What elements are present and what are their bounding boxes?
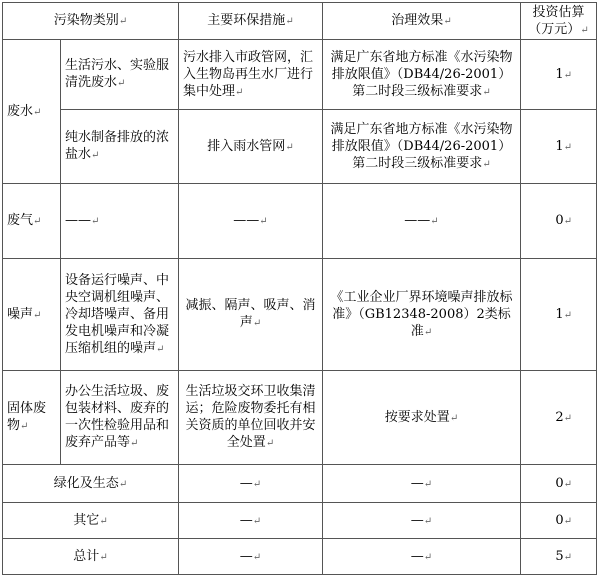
table-row xyxy=(3,40,597,110)
measure-cell: 排入雨水管网↵ xyxy=(179,110,323,184)
effect-cell: 满足广东省地方标准《水污染物排放限值》（DB44/26-2001）第二时段三级标准要求↵ xyxy=(323,40,521,110)
total-row xyxy=(3,539,597,575)
measure-cell: ——↵ xyxy=(179,184,323,259)
effect-cell: 满足广东省地方标准《水污染物排放限值》（DB44/26-2001）第二时段三级标准要求↵ xyxy=(323,110,521,184)
invest-cell: 1↵ xyxy=(521,259,597,371)
invest-cell: 0↵ xyxy=(521,503,597,539)
effect-cell: —↵ xyxy=(323,539,521,575)
measure-cell: 污水排入市政管网，汇入生物岛再生水厂进行集中处理↵ xyxy=(179,40,323,110)
category-total: 总计↵ xyxy=(3,539,179,575)
measure-cell: 生活垃圾交环卫收集清运；危险废物委托有相关资质的单位回收并安全处置↵ xyxy=(179,371,323,465)
category-greening: 绿化及生态↵ xyxy=(3,465,179,503)
environmental-protection-table xyxy=(2,2,597,575)
category-other: 其它↵ xyxy=(3,503,179,539)
table-row xyxy=(3,259,597,371)
table-row xyxy=(3,371,597,465)
effect-cell: 按要求处置↵ xyxy=(323,371,521,465)
effect-cell: 《工业企业厂界环境噪声排放标准》（GB12348-2008）2类标准↵ xyxy=(323,259,521,371)
measure-cell: —↵ xyxy=(179,539,323,575)
category-noise: 噪声↵ xyxy=(3,259,61,371)
source-cell: ——↵ xyxy=(61,184,179,259)
table-row xyxy=(3,184,597,259)
effect-cell: —↵ xyxy=(323,503,521,539)
measure-cell: 减振、隔声、吸声、消声↵ xyxy=(179,259,323,371)
source-cell: 生活污水、实验服清洗废水↵ xyxy=(61,40,179,110)
invest-cell: 2↵ xyxy=(521,371,597,465)
table-row xyxy=(3,503,597,539)
table-row xyxy=(3,110,597,184)
measure-cell: —↵ xyxy=(179,503,323,539)
invest-cell: 1↵ xyxy=(521,110,597,184)
category-exhaust: 废气↵ xyxy=(3,184,61,259)
invest-cell: 0↵ xyxy=(521,184,597,259)
header-effect: 治理效果↵ xyxy=(323,3,521,40)
table-row xyxy=(3,465,597,503)
measure-cell: —↵ xyxy=(179,465,323,503)
source-cell: 办公生活垃圾、废包装材料、废弃的一次性检验用品和废弃产品等↵ xyxy=(61,371,179,465)
invest-cell: 0↵ xyxy=(521,465,597,503)
invest-total-cell: 5↵ xyxy=(521,539,597,575)
header-investment: 投资估算（万元）↵ xyxy=(521,3,597,40)
header-measures: 主要环保措施↵ xyxy=(179,3,323,40)
category-wastewater: 废水↵ xyxy=(3,40,61,184)
category-solid-waste: 固体废物↵ xyxy=(3,371,61,465)
invest-cell: 1↵ xyxy=(521,40,597,110)
effect-cell: ——↵ xyxy=(323,184,521,259)
source-cell: 纯水制备排放的浓盐水↵ xyxy=(61,110,179,184)
source-cell: 设备运行噪声、中央空调机组噪声、冷却塔噪声、备用发电机噪声和冷凝压缩机组的噪声↵ xyxy=(61,259,179,371)
header-row xyxy=(3,3,597,40)
effect-cell: —↵ xyxy=(323,465,521,503)
header-category: 污染物类别↵ xyxy=(3,3,179,40)
